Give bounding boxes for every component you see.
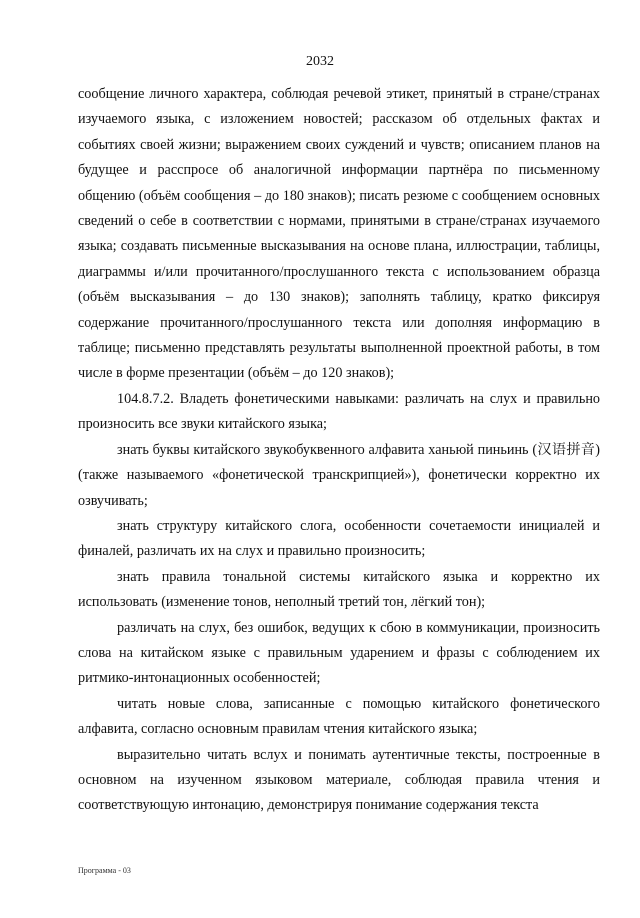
paragraph-phonetic-skills: 104.8.7.2. Владеть фонетическими навыками: различать на слух и правильно произносить все звуки китайского языка;: [78, 390, 600, 433]
paragraph-reading-new-words: читать новые слова, записанные с помощью китайского фонетического алфавита, согласно основным правилам чтения китайского языка;: [78, 695, 600, 738]
paragraph-continuation: сообщение личного характера, соблюдая речевой этикет, принятый в стране/странах изучаемого языка, с изложением новостей; рассказом об отдельных фактах и событиях своей жизни; выражением своих суждений и чувств; описанием планов на будущее и расспросе об аналогичной информации партнёра по письменному общению (объём сообщения – до 180 знаков); писать резюме с сообщением основных сведений о себе в соответствии с нормами, принятыми в стране/странах изучаемого языка; создавать письменные высказывания на основе плана, иллюстрации, таблицы, диаграммы и/или прочитанного/прослушанного текста с использованием образца (объём высказывания – до 130 знаков); заполнять таблицу, кратко фиксируя содержание прочитанного/прослушанного текста или дополняя информацию в таблице; письменно представлять результаты выполненной проектной работы, в том числе в форме презентации (объём – до 120 знаков);: [78, 86, 600, 382]
paragraph-expressive-reading: выразительно читать вслух и понимать аутентичные тексты, построенные в основном на изученном языковом материале, соблюдая правила чтения и соответствующую интонацию, демонстрируя понимание содержания текста: [78, 746, 600, 814]
paragraph-pinyin-alphabet: знать буквы китайского звукобуквенного алфавита ханьюй пиньинь (汉语拼音) (также называемого «фонетической транскрипцией»), фонетически корректно их озвучивать;: [78, 441, 600, 509]
paragraph-tone-system: знать правила тональной системы китайского языка и корректно их использовать (изменение тонов, неполный третий тон, лёгкий тон);: [78, 568, 600, 611]
page-number: 2032: [306, 54, 334, 69]
document-body: [78, 82, 600, 819]
paragraph-syllable-structure: знать структуру китайского слога, особенности сочетаемости инициалей и финалей, различать их на слух и правильно произносить;: [78, 517, 600, 560]
paragraph-listening-pronunciation: различать на слух, без ошибок, ведущих к сбою в коммуникации, произносить слова на китайском языке с правильным ударением и фразы с соблюдением их ритмико-интонационных особенностей;: [78, 619, 600, 687]
footer-program-label: Программа - 03: [78, 866, 131, 875]
